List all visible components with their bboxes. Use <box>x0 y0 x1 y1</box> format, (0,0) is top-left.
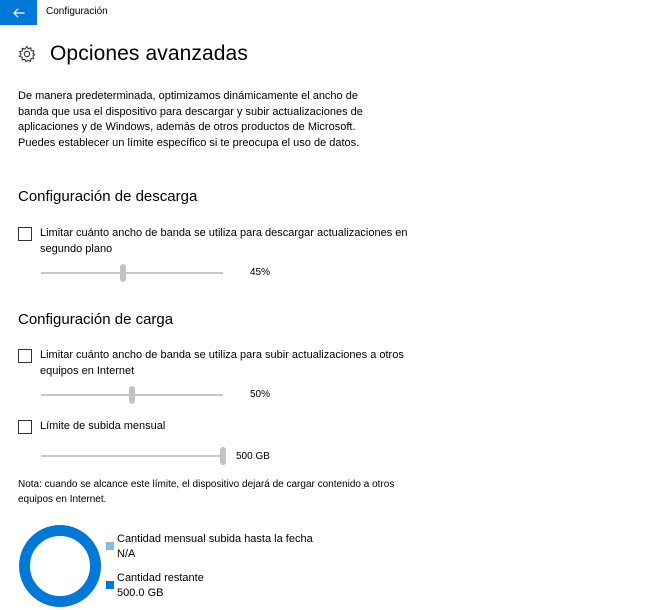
download-limit-checkbox[interactable] <box>18 227 32 241</box>
slider-thumb[interactable] <box>120 264 126 282</box>
download-section-heading: Configuración de descarga <box>18 188 198 205</box>
description-text: De manera predeterminada, optimizamos dinámicamente el ancho de banda que usa el dispositivo para descargar y subir actualizaciones de aplicaciones y de Windows, además de otros productos de Microsoft. Puedes establecer un límite específico si te preocupa el uso de datos. <box>18 90 363 149</box>
legend-remaining-value: 500.0 GB <box>117 587 164 599</box>
slider-track <box>41 272 223 274</box>
monthly-limit-value: 500 GB <box>236 451 270 462</box>
back-arrow-icon <box>13 8 25 18</box>
slider-thumb[interactable] <box>220 447 226 465</box>
slider-thumb[interactable] <box>129 386 135 404</box>
back-button[interactable] <box>0 0 37 25</box>
legend-swatch-remaining <box>106 581 114 589</box>
download-limit-checkbox-row[interactable] <box>18 226 418 257</box>
slider-track <box>41 455 223 457</box>
upload-slider-value: 50% <box>250 389 271 400</box>
upload-limit-label: Limitar cuánto ancho de banda se utiliza para subir actualizaciones a otros equipos en Internet <box>40 349 404 377</box>
app-title: Configuración <box>46 6 108 17</box>
legend-remaining-label: Cantidad restante <box>117 572 204 584</box>
legend-uploaded-label: Cantidad mensual subida hasta la fecha <box>117 533 313 545</box>
upload-limit-checkbox[interactable] <box>18 349 32 363</box>
usage-donut-chart <box>18 524 102 608</box>
legend-uploaded-value: N/A <box>117 548 136 560</box>
usage-donut-ring <box>25 531 96 602</box>
legend-swatch-uploaded <box>106 542 114 550</box>
page-header <box>18 42 248 66</box>
download-limit-label: Limitar cuánto ancho de banda se utiliza para descargar actualizaciones en segundo plano <box>40 227 408 255</box>
download-slider-value: 45% <box>250 267 271 278</box>
download-bandwidth-slider[interactable] <box>41 264 223 282</box>
note-text: Nota: cuando se alcance este límite, el dispositivo dejará de cargar contenido a otros equipos en Internet. <box>18 479 395 505</box>
gear-icon <box>18 45 36 63</box>
upload-limit-checkbox-row[interactable] <box>18 348 418 379</box>
upload-bandwidth-slider[interactable] <box>41 386 223 404</box>
monthly-limit-label: Límite de subida mensual <box>40 420 166 432</box>
monthly-limit-checkbox-row[interactable] <box>18 419 165 435</box>
page-title: Opciones avanzadas <box>50 42 248 65</box>
title-bar <box>0 0 649 25</box>
monthly-limit-checkbox[interactable] <box>18 420 32 434</box>
upload-section-heading: Configuración de carga <box>18 311 174 328</box>
monthly-limit-slider[interactable] <box>41 447 223 465</box>
